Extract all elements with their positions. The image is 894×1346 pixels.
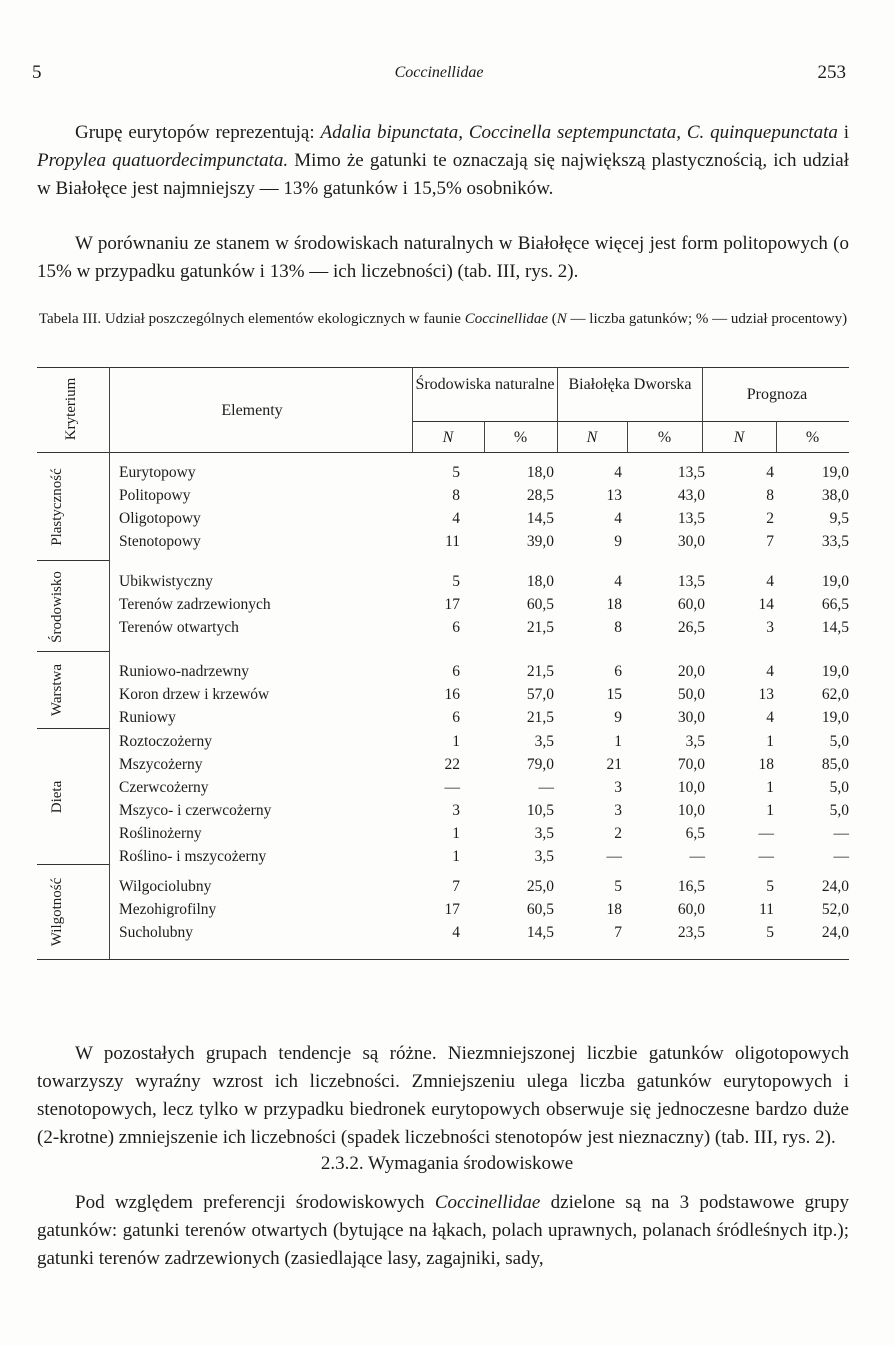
table-cell: 1 — [766, 733, 774, 750]
table-row — [37, 924, 849, 947]
table-cell: 5,0 — [829, 802, 849, 819]
table-row — [37, 756, 849, 779]
table-row — [37, 663, 849, 686]
table-cell: 6,5 — [685, 825, 705, 842]
row-label: Runiowo-nadrzewny — [119, 663, 249, 680]
row-label: Terenów otwartych — [119, 619, 239, 636]
running-head — [32, 62, 846, 92]
table-row — [37, 573, 849, 596]
table-caption — [37, 307, 849, 331]
table-bottom-rule — [37, 959, 849, 960]
table-row — [37, 733, 849, 756]
table-cell: 6 — [452, 709, 460, 726]
table-cell: 38,0 — [821, 487, 849, 504]
table-cell: 14 — [758, 596, 774, 613]
table-cell: 6 — [452, 619, 460, 636]
table-cell: 39,0 — [526, 533, 554, 550]
table-cell: 3,5 — [685, 733, 705, 750]
criterion-wilgotnosc: Wilgotność — [49, 877, 65, 947]
table-cell: 60,0 — [677, 596, 705, 613]
caption-a: Tabela III. Udział poszczególnych elementów ekologicznych w faunie — [38, 311, 465, 327]
table-cell: — — [538, 779, 554, 796]
row-label: Oligotopowy — [119, 510, 201, 527]
table-cell: 24,0 — [821, 878, 849, 895]
table-cell: — — [606, 848, 622, 865]
table-cell: 60,5 — [526, 596, 554, 613]
row-label: Eurytopowy — [119, 464, 196, 481]
table-cell: 14,5 — [526, 510, 554, 527]
row-label: Roślino- i mszycożerny — [119, 848, 267, 865]
table-cell: 4 — [452, 510, 460, 527]
table-cell: 18 — [606, 901, 622, 918]
table-cell: 13 — [758, 686, 774, 703]
table-cell: — — [758, 825, 774, 842]
header-kryterium: Kryterium — [63, 377, 79, 441]
p1-species-b: Propylea quatuordecimpunctata. — [37, 150, 289, 171]
table-cell: 14,5 — [821, 619, 849, 636]
sub-pct: % — [513, 429, 528, 446]
table-cell: 21 — [606, 756, 622, 773]
table-cell: 16 — [444, 686, 460, 703]
table-cell: 2 — [766, 510, 774, 527]
table-cell: 1 — [452, 848, 460, 865]
table-cell: 17 — [444, 596, 460, 613]
table-cell: 21,5 — [526, 709, 554, 726]
table-cell: 11 — [445, 533, 460, 550]
header-srodowiska-naturalne: Środowiska naturalne — [415, 376, 555, 393]
sub-pct: % — [805, 429, 820, 446]
table-cell: 4 — [452, 924, 460, 941]
table-cell: 3,5 — [534, 733, 554, 750]
table-cell: 28,5 — [526, 487, 554, 504]
table-cell: 20,0 — [677, 663, 705, 680]
caption-taxon: Coccinellidae — [464, 311, 549, 327]
table-cell: 18 — [606, 596, 622, 613]
table-cell: 18 — [758, 756, 774, 773]
table-cell: 4 — [766, 663, 774, 680]
p1-text-a: Grupę eurytopów reprezentują: — [75, 122, 321, 143]
group-separator — [37, 560, 109, 561]
table-cell: 3 — [614, 802, 622, 819]
table-cell: 10,0 — [677, 802, 705, 819]
table-cell: 60,0 — [677, 901, 705, 918]
table-cell: 3 — [766, 619, 774, 636]
table-cell: 18,0 — [526, 464, 554, 481]
table-cell: 21,5 — [526, 663, 554, 680]
table-cell: — — [444, 779, 460, 796]
table-cell: 26,5 — [677, 619, 705, 636]
table-row — [37, 825, 849, 848]
table-cell: 9,5 — [829, 510, 849, 527]
table-cell: 5 — [452, 573, 460, 590]
table-row — [37, 848, 849, 871]
table-cell: 4 — [766, 464, 774, 481]
row-label: Mszyco- i czerwcożerny — [119, 802, 272, 819]
criterion-srodowisko: Środowisko — [49, 571, 65, 643]
row-label: Wilgociolubny — [119, 878, 212, 895]
group-header-rule — [412, 421, 849, 422]
table-cell: 30,0 — [677, 709, 705, 726]
table-cell: 9 — [614, 709, 622, 726]
p4-text-a: Pod względem preferencji środowiskowych — [75, 1192, 435, 1213]
table-cell: 17 — [444, 901, 460, 918]
row-label: Roślinożerny — [119, 825, 202, 842]
table-cell: 9 — [614, 533, 622, 550]
table-cell: 33,5 — [821, 533, 849, 550]
paragraph-comparison: W porównaniu ze stanem w środowiskach naturalnych w Białołęce więcej jest form politopowych (o 15% w przypadku gatunków i 13% — ich liczebności) (tab. III, rys. 2). — [37, 233, 849, 282]
table-cell: 5,0 — [829, 733, 849, 750]
table-cell: 85,0 — [821, 756, 849, 773]
row-label: Mszycożerny — [119, 756, 203, 773]
table-cell: 1 — [766, 779, 774, 796]
sub-pct: % — [657, 429, 672, 446]
table-cell: 1 — [614, 733, 622, 750]
table-cell: 5 — [614, 878, 622, 895]
table-cell: 4 — [614, 573, 622, 590]
table-cell: 10,5 — [526, 802, 554, 819]
table-cell: 7 — [766, 533, 774, 550]
caption-c: — liczba gatunków; % — udział procentowy) — [566, 311, 848, 327]
table-cell: 3,5 — [534, 848, 554, 865]
row-label: Czerwcożerny — [119, 779, 209, 796]
table-cell: 6 — [452, 663, 460, 680]
table-cell: 66,5 — [821, 596, 849, 613]
table-cell: 19,0 — [821, 709, 849, 726]
table-cell: 6 — [614, 663, 622, 680]
row-label: Runiowy — [119, 709, 176, 726]
table-cell: 5 — [452, 464, 460, 481]
table-cell: 50,0 — [677, 686, 705, 703]
table-cell: 30,0 — [677, 533, 705, 550]
table-cell: 3,5 — [534, 825, 554, 842]
row-label: Ubikwistyczny — [119, 573, 213, 590]
p1-species-a: Adalia bipunctata, Coccinella septempunctata, C. quinquepunctata — [320, 122, 838, 143]
table-iii — [37, 367, 849, 963]
table-cell: 3 — [452, 802, 460, 819]
table-cell: 14,5 — [526, 924, 554, 941]
table-cell: 19,0 — [821, 573, 849, 590]
table-cell: — — [689, 848, 705, 865]
table-cell: 19,0 — [821, 464, 849, 481]
paragraph-environment — [37, 1189, 849, 1273]
table-cell: 8 — [452, 487, 460, 504]
table-row — [37, 686, 849, 709]
table-cell: 8 — [766, 487, 774, 504]
table-cell: 22 — [444, 756, 460, 773]
table-cell: 43,0 — [677, 487, 705, 504]
row-label: Politopowy — [119, 487, 191, 504]
table-cell: 5 — [766, 924, 774, 941]
table-cell: 21,5 — [526, 619, 554, 636]
p1-text-b: i — [837, 122, 849, 143]
table-row — [37, 779, 849, 802]
group-separator — [37, 651, 109, 652]
table-cell: 24,0 — [821, 924, 849, 941]
table-cell: 5,0 — [829, 779, 849, 796]
table-cell: 19,0 — [821, 663, 849, 680]
table-row — [37, 596, 849, 619]
table-cell: 52,0 — [821, 901, 849, 918]
table-cell: 13,5 — [677, 464, 705, 481]
table-row — [37, 533, 849, 556]
table-cell: 1 — [452, 733, 460, 750]
paragraph-other-groups: W pozostałych grupach tendencje są różne. Niezmniejszonej liczbie gatunków oligotopowych towarzyszy wyraźny wzrost ich liczebności. Zmniejszeniu ulega liczba gatunków eurytopowych i stenotopowych, lecz tylko w przypadku biedronek eurytopowych obserwuje się jednoczesne bardzo duże (2-krotne) zmniejszenie ich liczebności (spadek liczebności stenotopów jest nieznaczny) (tab. III, rys. 2). — [37, 1043, 849, 1148]
table-cell: 18,0 — [526, 573, 554, 590]
table-cell: 7 — [614, 924, 622, 941]
table-cell: 2 — [614, 825, 622, 842]
table-row — [37, 487, 849, 510]
table-cell: 25,0 — [526, 878, 554, 895]
header-bialoleka-dworska: Białołęka Dworska — [568, 376, 692, 393]
table-row — [37, 510, 849, 533]
table-cell: 4 — [766, 709, 774, 726]
p4-taxon: Coccinellidae — [434, 1192, 541, 1213]
table-cell: 70,0 — [677, 756, 705, 773]
table-top-rule — [37, 367, 849, 368]
table-cell: 4 — [766, 573, 774, 590]
header-prognoza: Prognoza — [746, 386, 808, 403]
table-row — [37, 619, 849, 642]
row-label: Stenotopowy — [119, 533, 201, 550]
p1-text-c: Mimo że gatunki te oznaczają się największą plastycznością, ich udział w Białołęce jest najmniejszy — 13% gatunków i 15,5% osobników. — [37, 150, 850, 199]
caption-b: ( — [548, 311, 557, 327]
table-cell: 62,0 — [821, 686, 849, 703]
table-row — [37, 464, 849, 487]
table-cell: 13,5 — [677, 573, 705, 590]
section-heading: 2.3.2. Wymagania środowiskowe — [320, 1153, 574, 1174]
table-cell: 10,0 — [677, 779, 705, 796]
table-cell: 7 — [452, 878, 460, 895]
table-cell: 3 — [614, 779, 622, 796]
table-cell: 1 — [766, 802, 774, 819]
table-cell: — — [833, 825, 849, 842]
row-label: Sucholubny — [119, 924, 194, 941]
caption-n: N — [556, 311, 567, 327]
page-number-left: 5 — [32, 62, 42, 83]
row-label: Roztoczożerny — [119, 733, 212, 750]
paragraph-eurytopes — [37, 119, 849, 203]
table-cell: 13 — [606, 487, 622, 504]
table-cell: 60,5 — [526, 901, 554, 918]
criterion-warstwa: Warstwa — [49, 663, 65, 717]
row-label: Terenów zadrzewionych — [119, 596, 271, 613]
table-row — [37, 878, 849, 901]
table-cell: 11 — [759, 901, 774, 918]
table-cell: 4 — [614, 464, 622, 481]
table-cell: 16,5 — [677, 878, 705, 895]
row-label: Koron drzew i krzewów — [119, 686, 270, 703]
table-cell: 15 — [606, 686, 622, 703]
page-number-right: 253 — [817, 62, 846, 83]
row-label: Mezohigrofilny — [119, 901, 217, 918]
table-cell: 13,5 — [677, 510, 705, 527]
table-cell: 57,0 — [526, 686, 554, 703]
table-cell: — — [758, 848, 774, 865]
sub-n: N — [442, 429, 454, 446]
table-cell: 79,0 — [526, 756, 554, 773]
table-row — [37, 901, 849, 924]
table-row — [37, 802, 849, 825]
criterion-dieta: Dieta — [49, 780, 65, 814]
p4-text-b: dzielone są na 3 podstawowe grupy gatunków: gatunki terenów otwartych (bytujące na łąkach, polach uprawnych, polanach śródleśnych itp.); gatunki terenów zadrzewionych (zasiedlające lasy, zagajniki, sady, — [37, 1192, 849, 1269]
table-cell: 5 — [766, 878, 774, 895]
table-cell: 1 — [452, 825, 460, 842]
running-title: Coccinellidae — [394, 64, 484, 81]
header-elementy: Elementy — [221, 402, 283, 419]
table-cell: 23,5 — [677, 924, 705, 941]
table-cell: — — [833, 848, 849, 865]
sub-n: N — [733, 429, 745, 446]
criterion-plastycznosc: Plastyczność — [49, 468, 65, 546]
table-cell: 4 — [614, 510, 622, 527]
sub-n: N — [586, 429, 598, 446]
table-row — [37, 709, 849, 732]
table-cell: 8 — [614, 619, 622, 636]
table-header-rule — [37, 452, 849, 453]
